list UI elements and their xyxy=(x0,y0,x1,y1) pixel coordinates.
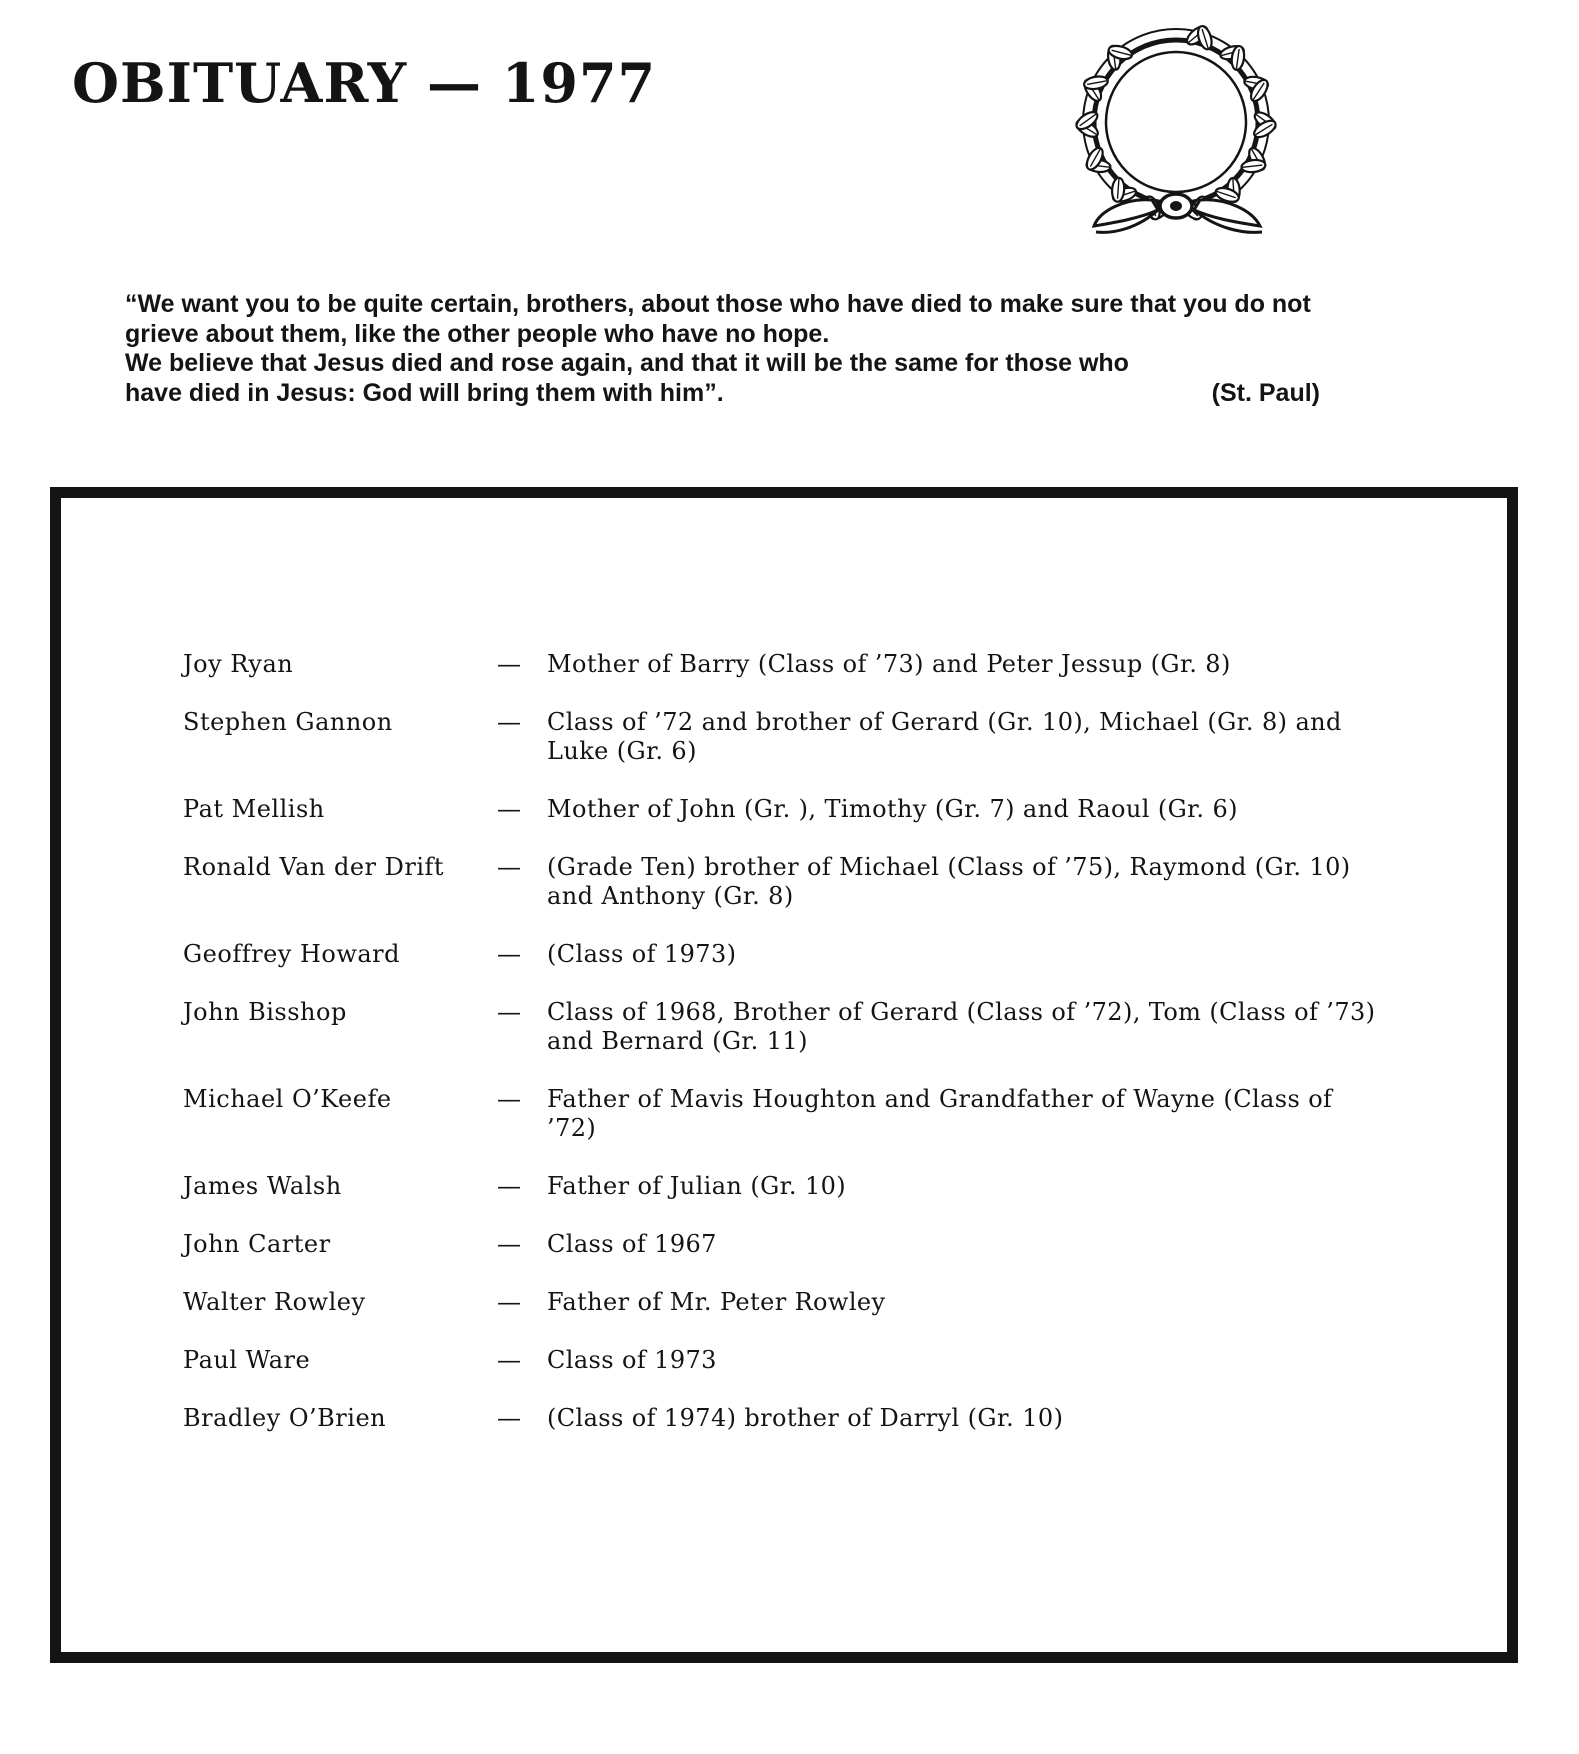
entry-dash: — xyxy=(497,1288,521,1316)
entry-name: Walter Rowley xyxy=(183,1288,366,1316)
obituary-entry xyxy=(183,853,1383,911)
obituary-entry xyxy=(183,1085,1383,1143)
obituary-entry xyxy=(183,795,1383,824)
entry-dash: — xyxy=(497,1085,521,1113)
entry-dash: — xyxy=(497,853,521,881)
obituary-entry xyxy=(183,1230,1383,1259)
entry-name: Stephen Gannon xyxy=(183,708,393,736)
entry-dash: — xyxy=(497,998,521,1026)
entry-name: James Walsh xyxy=(183,1172,342,1200)
entry-name: John Carter xyxy=(183,1230,331,1258)
entry-dash: — xyxy=(497,1346,521,1374)
entry-description: Mother of Barry (Class of ’73) and Peter Jessup (Gr. 8) xyxy=(547,650,1231,678)
entry-dash: — xyxy=(497,795,521,823)
obituary-entry xyxy=(183,708,1383,766)
entry-dash: — xyxy=(497,1230,521,1258)
obituary-entry xyxy=(183,940,1383,969)
entry-description: Father of Mavis Houghton and Grandfather of Wayne (Class of ’72) xyxy=(547,1085,1333,1142)
entry-dash: — xyxy=(497,940,521,968)
entry-description: (Class of 1974) brother of Darryl (Gr. 10) xyxy=(547,1404,1064,1432)
entry-description: (Grade Ten) brother of Michael (Class of ’75), Raymond (Gr. 10) and Anthony (Gr. 8) xyxy=(547,853,1351,910)
entry-dash: — xyxy=(497,708,521,736)
obituary-entry xyxy=(183,1172,1383,1201)
entry-name: Ronald Van der Drift xyxy=(183,853,445,881)
entry-name: Bradley O’Brien xyxy=(183,1404,387,1432)
entry-dash: — xyxy=(497,1404,521,1432)
entry-name: Joy Ryan xyxy=(183,650,294,678)
entry-name: Pat Mellish xyxy=(183,795,325,823)
wreath-leaf xyxy=(1083,75,1109,91)
obituary-entry xyxy=(183,1346,1383,1375)
wreath-leaf xyxy=(1241,159,1266,174)
obituary-entry xyxy=(183,998,1383,1056)
obituary-list xyxy=(183,650,1383,1462)
entry-description: Father of Julian (Gr. 10) xyxy=(547,1172,847,1200)
quote-attribution: (St. Paul) xyxy=(1211,378,1320,407)
obituary-entry xyxy=(183,650,1383,679)
scripture-quote xyxy=(125,290,1320,408)
quote-paragraph: “We want you to be quite certain, brothers, about those who have died to make sure that you do not grieve about them, like the other people who have no hope. xyxy=(125,290,1311,348)
entry-dash: — xyxy=(497,650,521,678)
entry-name: Geoffrey Howard xyxy=(183,940,401,968)
entry-description: Class of ’72 and brother of Gerard (Gr. 10), Michael (Gr. 8) and Luke (Gr. 6) xyxy=(547,708,1342,765)
entry-description: (Class of 1973) xyxy=(547,940,737,968)
entry-description: Mother of John (Gr. ), Timothy (Gr. 7) and Raoul (Gr. 6) xyxy=(547,795,1238,823)
entry-description: Class of 1967 xyxy=(547,1230,717,1258)
entry-name: Michael O’Keefe xyxy=(183,1085,392,1113)
entry-dash: — xyxy=(497,1172,521,1200)
laurel-wreath-icon xyxy=(1066,22,1286,247)
page-title: OBITUARY — 1977 xyxy=(72,51,657,115)
entry-description: Father of Mr. Peter Rowley xyxy=(547,1288,886,1316)
wreath-leaf xyxy=(1111,177,1125,202)
obituary-entry xyxy=(183,1288,1383,1317)
entry-name: John Bisshop xyxy=(183,998,347,1026)
entry-description: Class of 1968, Brother of Gerard (Class of ’72), Tom (Class of ’73) and Bernard (Gr. 11) xyxy=(547,998,1376,1055)
entry-description: Class of 1973 xyxy=(547,1346,717,1374)
entry-name: Paul Ware xyxy=(183,1346,311,1374)
quote-paragraph: We believe that Jesus died and rose again, and that it will be the same for those who have died in Jesus: God will bring them with him”. xyxy=(125,349,1129,407)
wreath-leaf xyxy=(1195,24,1214,50)
obituary-entry xyxy=(183,1404,1383,1433)
